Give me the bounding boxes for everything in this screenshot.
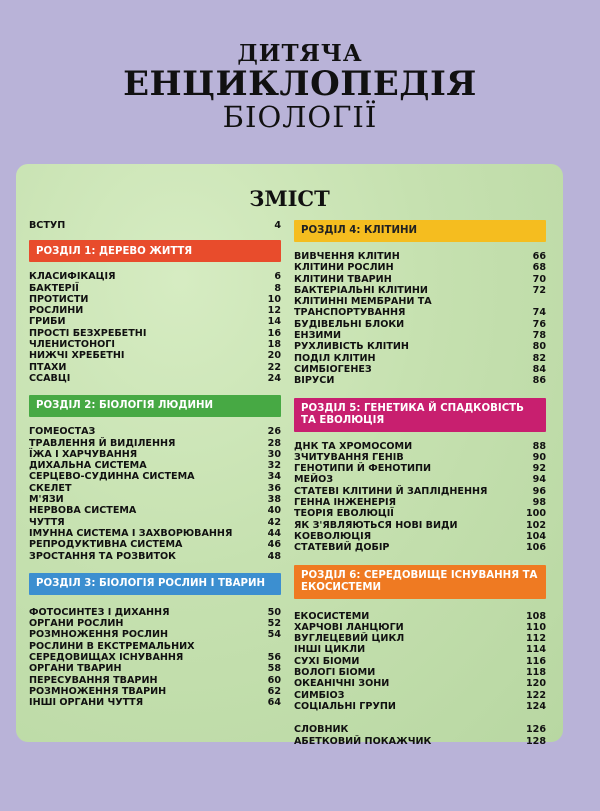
toc-entry[interactable] — [294, 520, 546, 531]
toc-entry[interactable] — [294, 633, 546, 644]
toc-entry-label: ПРОТИСТИ — [29, 293, 89, 305]
toc-entry-page: 14 — [267, 316, 281, 328]
contents-left-column — [29, 220, 281, 709]
toc-entry-page: 8 — [274, 282, 281, 294]
toc-entry-page: 128 — [525, 735, 546, 747]
toc-entry-page: 92 — [532, 463, 546, 475]
toc-entry-label: КЛІТИНИ ТВАРИН — [294, 273, 392, 285]
toc-entry-page: 68 — [532, 262, 546, 274]
toc-entry[interactable] — [294, 296, 546, 319]
toc-entry-label: ЕНЗИМИ — [294, 330, 342, 342]
toc-entry-label: КЛІТИНИ РОСЛИН — [294, 262, 394, 274]
toc-entry[interactable] — [29, 494, 281, 505]
toc-entry-page: 76 — [532, 318, 546, 330]
toc-entry-label: МЕЙОЗ — [294, 474, 334, 486]
toc-entry-label: ССАВЦІ — [29, 372, 71, 384]
toc-entry[interactable] — [294, 542, 546, 553]
toc-entry-label: ТЕОРІЯ ЕВОЛЮЦІЇ — [294, 508, 394, 520]
section-3-list — [29, 607, 281, 709]
toc-entry-label: ОРГАНИ РОСЛИН — [29, 618, 124, 630]
toc-entry-page: 28 — [267, 437, 281, 449]
toc-entry[interactable] — [29, 539, 281, 550]
toc-entry-page: 90 — [532, 451, 546, 463]
toc-entry-page: 16 — [267, 327, 281, 339]
toc-entry-page: 80 — [532, 341, 546, 353]
toc-entry[interactable] — [29, 305, 281, 316]
toc-entry-page: 30 — [267, 448, 281, 460]
toc-entry-page: 60 — [267, 674, 281, 686]
toc-entry-page: 20 — [267, 350, 281, 362]
toc-entry-page: 106 — [525, 542, 546, 554]
toc-entry-page: 6 — [274, 271, 281, 283]
toc-entry-glossary[interactable] — [294, 724, 546, 735]
toc-entry-label: ГОМЕОСТАЗ — [29, 426, 96, 438]
toc-entry-label: ДИХАЛЬНА СИСТЕМА — [29, 460, 147, 472]
toc-entry-label: ІМУННА СИСТЕМА І ЗАХВОРЮВАННЯ — [29, 527, 233, 539]
toc-entry-label: БАКТЕРІАЛЬНІ КЛІТИНИ — [294, 284, 428, 296]
contents-right-column — [294, 220, 546, 747]
toc-entry[interactable] — [29, 505, 281, 516]
toc-entry-page: 66 — [532, 251, 546, 262]
toc-entry[interactable] — [294, 531, 546, 542]
contents-title: ЗМІСТ — [249, 186, 330, 211]
toc-entry[interactable] — [29, 641, 281, 664]
toc-entry[interactable] — [29, 551, 281, 562]
section-header-5[interactable]: РОЗДІЛ 5: ГЕНЕТИКА Й СПАДКОВІСТЬ ТА ЕВОЛЮЦІЯ — [294, 398, 546, 432]
toc-entry-intro[interactable] — [29, 220, 281, 231]
toc-entry-page: 38 — [267, 494, 281, 506]
section-header-3[interactable]: РОЗДІЛ 3: БІОЛОГІЯ РОСЛИН І ТВАРИН — [29, 573, 281, 595]
toc-entry[interactable] — [29, 697, 281, 708]
toc-entry-label: НИЖЧІ ХРЕБЕТНІ — [29, 350, 125, 362]
toc-entry-page: 70 — [532, 273, 546, 285]
toc-entry[interactable] — [29, 663, 281, 674]
toc-entry-label: ПТАХИ — [29, 361, 67, 373]
toc-entry-label: ГРИБИ — [29, 316, 66, 328]
toc-entry-page: 10 — [267, 293, 281, 305]
toc-entry-page: 108 — [525, 610, 546, 622]
toc-entry-label: ВУГЛЕЦЕВИЙ ЦИКЛ — [294, 633, 405, 645]
toc-entry-label: РУХЛИВІСТЬ КЛІТИН — [294, 341, 409, 353]
toc-entry-label: СТАТЕВИЙ ДОБІР — [294, 542, 390, 554]
toc-entry[interactable] — [29, 449, 281, 460]
toc-entry[interactable] — [29, 283, 281, 294]
toc-entry-label: ВОЛОГІ БІОМИ — [294, 667, 376, 679]
toc-entry[interactable] — [29, 438, 281, 449]
toc-entry[interactable] — [29, 294, 281, 305]
toc-entry-page: 62 — [267, 685, 281, 697]
toc-entry[interactable] — [29, 426, 281, 437]
toc-entry-page: 34 — [267, 471, 281, 483]
toc-entry-page: 102 — [525, 519, 546, 531]
toc-entry-page: 18 — [267, 339, 281, 351]
toc-entry-page: 86 — [532, 375, 546, 387]
toc-entry-label: РЕПРОДУКТИВНА СИСТЕМА — [29, 539, 183, 551]
toc-entry[interactable] — [294, 285, 546, 296]
toc-entry-page: 64 — [267, 697, 281, 709]
toc-entry-label: ІНШІ ЦИКЛИ — [294, 644, 366, 656]
section-1-list — [29, 271, 281, 384]
toc-entry-page: 72 — [532, 284, 546, 296]
toc-entry-page: 124 — [525, 700, 546, 712]
toc-entry-label: СЛОВНИК — [294, 724, 349, 736]
toc-entry[interactable] — [294, 463, 546, 474]
toc-entry-label: ЗЧИТУВАННЯ ГЕНІВ — [294, 451, 404, 463]
toc-entry[interactable] — [29, 339, 281, 350]
toc-entry-page: 84 — [532, 363, 546, 375]
toc-entry[interactable] — [29, 618, 281, 629]
toc-entry[interactable] — [29, 328, 281, 339]
toc-entry-page: 94 — [532, 474, 546, 486]
toc-entry[interactable] — [294, 474, 546, 485]
toc-entry-page: 104 — [525, 530, 546, 542]
toc-entry[interactable] — [294, 611, 546, 622]
toc-entry[interactable] — [29, 686, 281, 697]
toc-entry-label: ВСТУП — [29, 220, 66, 231]
toc-entry-label: СИМБІОГЕНЕЗ — [294, 363, 372, 375]
toc-entry[interactable] — [29, 471, 281, 482]
toc-entry-label: БУДІВЕЛЬНІ БЛОКИ — [294, 318, 405, 330]
toc-entry-page: 100 — [525, 508, 546, 520]
toc-entry-page: 48 — [267, 550, 281, 562]
toc-entry[interactable] — [29, 517, 281, 528]
toc-entry[interactable] — [294, 441, 546, 452]
toc-entry-label: ТРАВЛЕННЯ Й ВИДІЛЕННЯ — [29, 437, 176, 449]
toc-entry-label: ЕКОСИСТЕМИ — [294, 610, 370, 622]
toc-entry-page: 50 — [267, 606, 281, 618]
toc-entry-label: ПОДІЛ КЛІТИН — [294, 352, 376, 364]
toc-entry[interactable] — [294, 319, 546, 330]
toc-entry-label: СКЕЛЕТ — [29, 482, 72, 494]
toc-entry[interactable] — [294, 353, 546, 364]
toc-entry-label: БАКТЕРІЇ — [29, 282, 79, 294]
toc-entry-label: СИМБІОЗ — [294, 689, 345, 701]
toc-entry-label: ДНК ТА ХРОМОСОМИ — [294, 440, 413, 452]
toc-entry[interactable] — [29, 350, 281, 361]
toc-entry-page: 88 — [532, 440, 546, 452]
toc-entry-page: 96 — [532, 485, 546, 497]
toc-entry[interactable] — [29, 316, 281, 327]
toc-entry-label: КЛАСИФІКАЦІЯ — [29, 271, 116, 283]
toc-entry-page: 74 — [532, 307, 546, 319]
toc-entry-label: М'ЯЗИ — [29, 494, 64, 506]
toc-entry[interactable] — [29, 483, 281, 494]
toc-entry-page: 116 — [525, 655, 546, 667]
toc-entry-page: 54 — [267, 629, 281, 641]
toc-entry-page: 120 — [525, 678, 546, 690]
toc-entry[interactable] — [294, 375, 546, 386]
toc-entry[interactable] — [294, 508, 546, 519]
toc-entry-page: 24 — [267, 372, 281, 384]
toc-entry-page: 46 — [267, 539, 281, 551]
toc-entry-index[interactable] — [294, 736, 546, 747]
toc-entry-page: 44 — [267, 527, 281, 539]
section-header-1[interactable]: РОЗДІЛ 1: ДЕРЕВО ЖИТТЯ — [29, 240, 281, 262]
toc-entry[interactable] — [294, 486, 546, 497]
toc-entry-page: 40 — [267, 505, 281, 517]
toc-entry[interactable] — [29, 362, 281, 373]
toc-entry[interactable] — [294, 690, 546, 701]
toc-entry[interactable] — [29, 528, 281, 539]
toc-entry-label: ПЕРЕСУВАННЯ ТВАРИН — [29, 674, 158, 686]
toc-entry[interactable] — [294, 701, 546, 712]
toc-entry-page: 22 — [267, 361, 281, 373]
toc-entry-label: АБЕТКОВИЙ ПОКАЖЧИК — [294, 735, 432, 747]
section-2-list — [29, 426, 281, 562]
toc-entry-page: 114 — [525, 644, 546, 656]
section-header-6[interactable]: РОЗДІЛ 6: СЕРЕДОВИЩЕ ІСНУВАННЯ ТА ЕКОСИСТЕМИ — [294, 565, 546, 599]
toc-entry[interactable] — [294, 452, 546, 463]
section-header-2[interactable]: РОЗДІЛ 2: БІОЛОГІЯ ЛЮДИНИ — [29, 395, 281, 417]
section-4-list — [294, 251, 546, 387]
toc-entry[interactable] — [294, 656, 546, 667]
toc-entry-page: 110 — [525, 621, 546, 633]
contents-panel — [16, 164, 563, 747]
toc-entry-label: ВИВЧЕННЯ КЛІТИН — [294, 251, 400, 262]
toc-entry-page: 12 — [267, 305, 281, 317]
toc-entry-page: 32 — [267, 460, 281, 472]
toc-entry[interactable] — [29, 373, 281, 384]
toc-entry[interactable] — [29, 629, 281, 640]
toc-entry-label: ЧЛЕНИСТОНОГІ — [29, 339, 115, 351]
toc-entry-page: 56 — [267, 652, 281, 664]
toc-entry[interactable] — [294, 341, 546, 352]
toc-entry-page: 52 — [267, 618, 281, 630]
toc-entry-page: 122 — [525, 689, 546, 701]
toc-entry-label: ЗРОСТАННЯ ТА РОЗВИТОК — [29, 550, 176, 562]
toc-entry-label: ВІРУСИ — [294, 375, 335, 387]
toc-entry[interactable] — [294, 644, 546, 655]
toc-entry-label: ІНШІ ОРГАНИ ЧУТТЯ — [29, 697, 144, 709]
toc-entry-label: ЇЖА І ХАРЧУВАННЯ — [29, 448, 138, 460]
toc-entry[interactable] — [294, 667, 546, 678]
book-title-line2: ЕНЦИКЛОПЕДІЯ — [123, 64, 477, 104]
toc-entry-label: КОЕВОЛЮЦІЯ — [294, 530, 372, 542]
toc-entry-label: СЕРЦЕВО-СУДИННА СИСТЕМА — [29, 471, 195, 483]
toc-entry-page: 126 — [525, 724, 546, 736]
toc-entry[interactable] — [29, 271, 281, 282]
toc-entry[interactable] — [294, 274, 546, 285]
section-header-4[interactable]: РОЗДІЛ 4: КЛІТИНИ — [294, 220, 546, 242]
toc-entry-page: 36 — [267, 482, 281, 494]
toc-entry[interactable] — [29, 607, 281, 618]
toc-entry-label: ОРГАНИ ТВАРИН — [29, 663, 122, 675]
toc-entry-label: СТАТЕВІ КЛІТИНИ Й ЗАПЛІДНЕННЯ — [294, 485, 488, 497]
toc-entry-label: ФОТОСИНТЕЗ І ДИХАННЯ — [29, 606, 170, 618]
toc-entry-label: РОЗМНОЖЕННЯ РОСЛИН — [29, 629, 169, 641]
toc-entry-page: 58 — [267, 663, 281, 675]
toc-entry-page: 82 — [532, 352, 546, 364]
toc-entry[interactable] — [294, 622, 546, 633]
toc-entry[interactable] — [294, 364, 546, 375]
toc-entry-label: РОСЛИНИ В ЕКСТРЕМАЛЬНИХ СЕРЕДОВИЩАХ ІСНУВАННЯ — [29, 640, 195, 664]
toc-entry-label: РОЗМНОЖЕННЯ ТВАРИН — [29, 685, 167, 697]
toc-entry[interactable] — [294, 251, 546, 262]
toc-entry-label: ПРОСТІ БЕЗХРЕБЕТНІ — [29, 327, 147, 339]
toc-entry-page: 112 — [525, 633, 546, 645]
toc-entry-page: 4 — [274, 220, 281, 231]
toc-entry-page: 42 — [267, 516, 281, 528]
toc-entry-page: 98 — [532, 497, 546, 509]
book-title-line1: ДИТЯЧА — [237, 40, 363, 67]
toc-entry-label: ГЕННА ІНЖЕНЕРІЯ — [294, 497, 396, 509]
toc-entry[interactable] — [294, 497, 546, 508]
toc-entry-label: ЯК З'ЯВЛЯЮТЬСЯ НОВІ ВИДИ — [294, 519, 458, 531]
toc-entry-page: 26 — [267, 426, 281, 438]
toc-entry-label: НЕРВОВА СИСТЕМА — [29, 505, 137, 517]
section-6-list — [294, 611, 546, 713]
toc-entry[interactable] — [294, 678, 546, 689]
toc-entry[interactable] — [294, 330, 546, 341]
toc-entry-label: РОСЛИНИ — [29, 305, 84, 317]
section-5-list — [294, 441, 546, 554]
toc-entry-label: ЧУТТЯ — [29, 516, 65, 528]
book-title-line3: БІОЛОГІЇ — [222, 100, 378, 134]
toc-entry-page: 78 — [532, 330, 546, 342]
toc-entry-label: ХАРЧОВІ ЛАНЦЮГИ — [294, 621, 404, 633]
toc-entry-page: 118 — [525, 667, 546, 679]
toc-entry-label: ОКЕАНІЧНІ ЗОНИ — [294, 678, 390, 690]
toc-entry-label: СУХІ БІОМИ — [294, 655, 360, 667]
toc-entry-label: КЛІТИННІ МЕМБРАНИ ТА ТРАНСПОРТУВАННЯ — [294, 296, 432, 319]
toc-entry[interactable] — [294, 262, 546, 273]
toc-entry-label: СОЦІАЛЬНІ ГРУПИ — [294, 700, 396, 712]
toc-entry[interactable] — [29, 460, 281, 471]
toc-entry[interactable] — [29, 675, 281, 686]
toc-entry-label: ГЕНОТИПИ Й ФЕНОТИПИ — [294, 463, 432, 475]
